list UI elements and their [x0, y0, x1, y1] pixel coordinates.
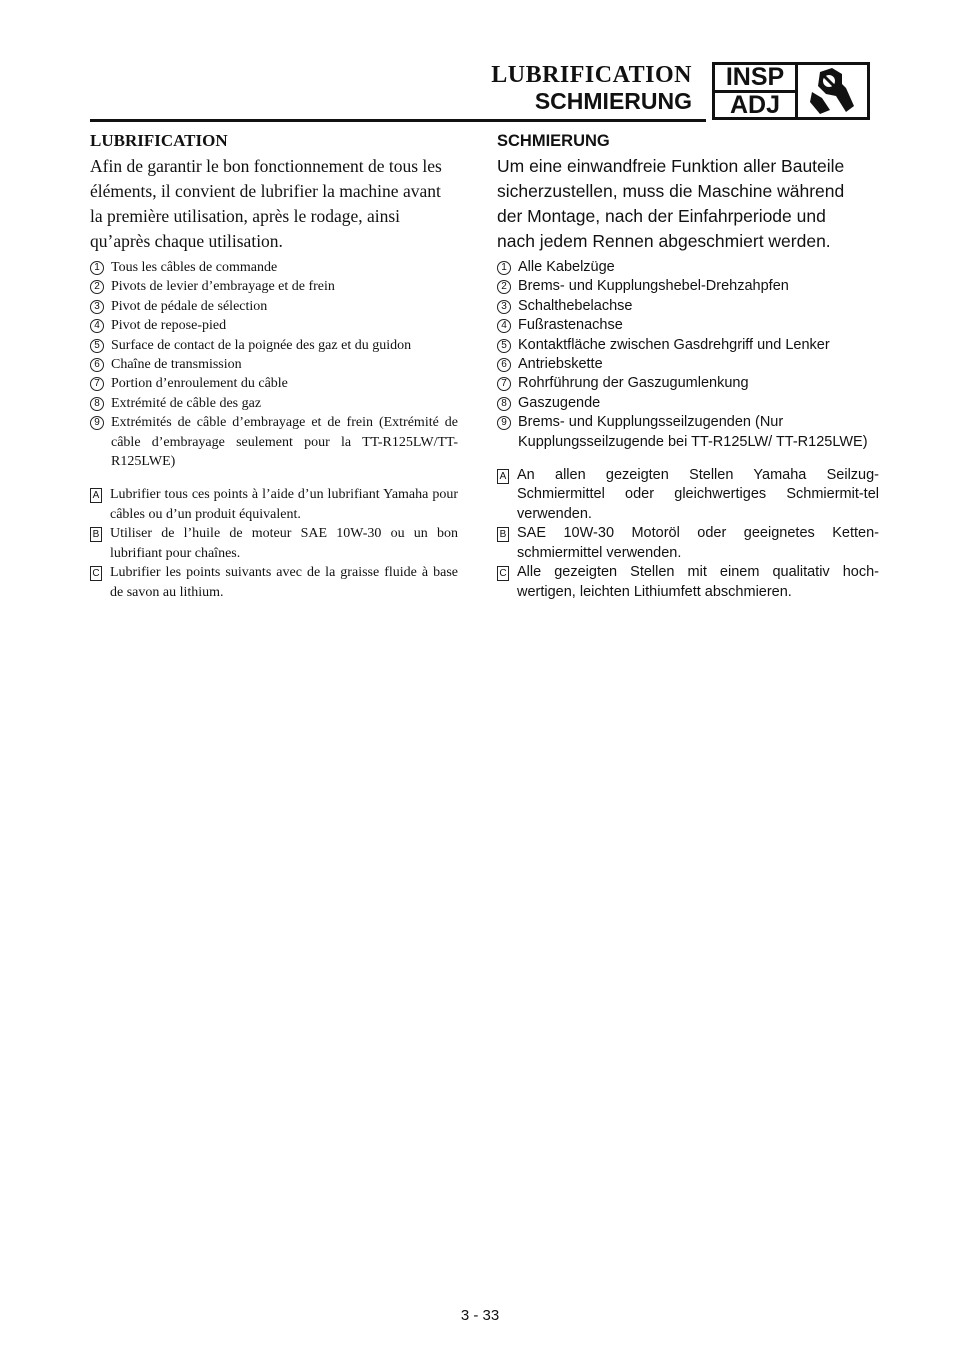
- list-item: [90, 316, 458, 335]
- header-rule: [90, 119, 706, 122]
- item-text: Brems- und Kupplungshebel-Drehzahpfen: [518, 278, 789, 295]
- spacer: [497, 452, 879, 466]
- circled-number: 8: [90, 397, 104, 411]
- note-item: [497, 524, 879, 563]
- item-text: Portion d’enroulement du câble: [111, 376, 288, 392]
- item-text: Tous les câbles de commande: [111, 260, 278, 275]
- boxed-letter: A: [90, 488, 102, 503]
- list-item: [497, 355, 879, 374]
- note-item: [497, 563, 879, 602]
- intro-line: der Montage, nach der Einfahrperiode und: [497, 206, 826, 226]
- item-text: Pivot de pédale de sélection: [111, 298, 268, 314]
- lubrication-points-fr: [90, 258, 458, 471]
- item-text: Fußrastenachse: [518, 317, 623, 334]
- circled-number: 9: [497, 416, 511, 430]
- item-text: Antriebskette: [518, 356, 603, 373]
- circled-number: 6: [497, 358, 511, 372]
- badge-text: [715, 65, 798, 117]
- boxed-letter: B: [497, 527, 509, 542]
- circled-number: 1: [90, 261, 104, 275]
- boxed-letter: A: [497, 469, 509, 484]
- list-item: [497, 277, 879, 296]
- intro-line: éléments, il convient de lubrifier la machine avant: [90, 181, 441, 201]
- list-item: [497, 413, 879, 452]
- intro-line: qu’après chaque utilisation.: [90, 231, 283, 251]
- note-item: [90, 524, 458, 563]
- item-text: Surface de contact de la poignée des gaz et du guidon: [111, 337, 412, 353]
- note-text: Alle gezeigten Stellen mit einem qualitativ hoch-wertigen, leichten Lithiumfett abschmieren.: [517, 564, 879, 600]
- note-text: An allen gezeigten Stellen Yamaha Seilzug-Schmiermittel oder gleichwertiges Schmiermit-tel verwenden.: [517, 467, 879, 522]
- boxed-letter: B: [90, 527, 102, 542]
- item-text: Pivot de repose-pied: [111, 318, 227, 334]
- circled-number: 2: [90, 280, 104, 294]
- item-text: Extrémités de câble d’embrayage et de frein (Extrémité de câble d’embrayage seulement pour la TT-R125LW/TT-R125LWE): [111, 415, 458, 470]
- intro-line: nach jedem Rennen abgeschmiert werden.: [497, 231, 831, 251]
- german-column: [497, 130, 879, 602]
- boxed-letter: C: [497, 566, 509, 581]
- circled-number: 3: [90, 300, 104, 314]
- list-item: [90, 374, 458, 393]
- note-text: Utiliser de l’huile de moteur SAE 10W-30 ou un bon lubrifiant pour chaînes.: [110, 526, 458, 561]
- circled-number: 9: [90, 416, 104, 430]
- list-item: [497, 297, 879, 316]
- list-item: [497, 316, 879, 335]
- header-title-de: SCHMIERUNG: [534, 88, 692, 114]
- circled-number: 8: [497, 397, 511, 411]
- notes-fr: [90, 485, 458, 601]
- intro-line: sicherzustellen, muss die Maschine während: [497, 181, 845, 201]
- intro-line: Afin de garantir le bon fonctionnement de tous les: [90, 156, 442, 176]
- item-text: Extrémité de câble des gaz: [111, 395, 262, 411]
- circled-number: 3: [497, 300, 511, 314]
- notes-de: [497, 466, 879, 602]
- lubrication-points-de: [497, 258, 879, 452]
- note-item: [90, 563, 458, 602]
- circled-number: 1: [497, 261, 511, 275]
- list-item: [497, 374, 879, 393]
- item-text: Pivots de levier d’embrayage et de frein: [111, 279, 335, 295]
- circled-number: 6: [90, 358, 104, 372]
- item-text: Kontaktfläche zwischen Gasdrehgriff und Lenker: [518, 336, 830, 353]
- list-item: [90, 336, 458, 355]
- badge-insp: INSP: [715, 65, 795, 93]
- intro-de: [497, 154, 879, 254]
- circled-number: 5: [497, 339, 511, 353]
- section-title-de: SCHMIERUNG: [497, 132, 610, 150]
- intro-line: Um eine einwandfreie Funktion aller Bauteile: [497, 156, 845, 176]
- item-text: Rohrführung der Gaszugumlenkung: [518, 375, 749, 392]
- item-text: Schalthebelachse: [518, 297, 633, 314]
- circled-number: 4: [497, 319, 511, 333]
- circled-number: 4: [90, 319, 104, 333]
- page-number: 3 - 33: [460, 1307, 500, 1324]
- list-item: [90, 258, 458, 277]
- list-item: [90, 277, 458, 296]
- header-title-fr: LUBRIFICATION: [491, 62, 692, 88]
- circled-number: 5: [90, 339, 104, 353]
- circled-number: 7: [497, 377, 511, 391]
- spacer: [90, 471, 458, 485]
- note-item: [497, 466, 879, 524]
- intro-fr: [90, 154, 458, 254]
- list-item: [90, 355, 458, 374]
- badge-adj: ADJ: [729, 91, 780, 119]
- item-text: Chaîne de transmission: [111, 357, 242, 373]
- boxed-letter: C: [90, 566, 102, 581]
- section-badge: [712, 62, 870, 120]
- intro-line: la première utilisation, après le rodage, ainsi: [90, 206, 401, 226]
- list-item: [497, 336, 879, 355]
- note-text: SAE 10W-30 Motoröl oder geeignetes Ketten-schmiermittel verwenden.: [517, 525, 879, 561]
- list-item: [497, 258, 879, 277]
- list-item: [90, 297, 458, 316]
- circled-number: 7: [90, 377, 104, 391]
- wrench-hand-icon: [798, 65, 867, 117]
- note-item: [90, 485, 458, 524]
- note-text: Lubrifier tous ces points à l’aide d’un lubrifiant Yamaha pour câbles ou d’un produit équivalent.: [110, 487, 458, 522]
- item-text: Brems- und Kupplungsseilzugenden (Nur Kupplungsseilzugende bei TT-R125LW/ TT-R125LWE): [518, 414, 868, 450]
- item-text: Gaszugende: [518, 394, 601, 411]
- list-item: [497, 394, 879, 413]
- french-column: [90, 130, 458, 602]
- item-text: Alle Kabelzüge: [518, 259, 615, 275]
- list-item: [90, 394, 458, 413]
- note-text: Lubrifier les points suivants avec de la graisse fluide à base de savon au lithium.: [110, 565, 458, 600]
- circled-number: 2: [497, 280, 511, 294]
- list-item: [90, 413, 458, 471]
- section-title-fr: LUBRIFICATION: [90, 131, 228, 150]
